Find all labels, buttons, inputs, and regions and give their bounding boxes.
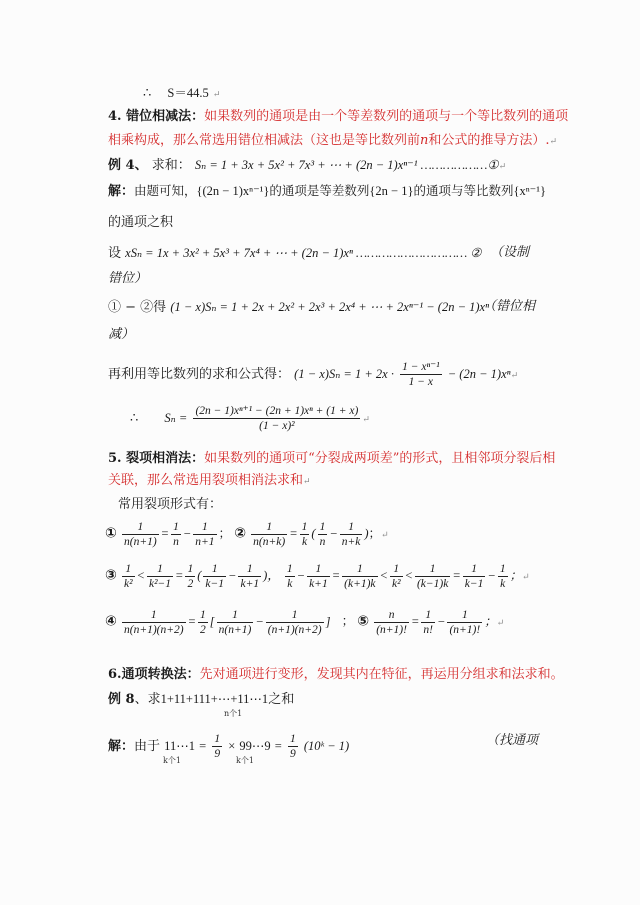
subtract-formula: (1 − x)Sₙ = 1 + 2x + 2x² + 2x³ + 2x⁴ + ⋯ + 2xⁿ⁻¹ − (2n − 1)xⁿ [170,300,490,314]
section-5-desc-line-2: 关联，那么常选用裂项相消法求和↵ [108,473,311,488]
set-text: 设 [108,246,122,261]
section-5-title: 5. 裂项相消法： [108,451,205,466]
result-line: ∴ Sₙ = $\frac{\text{(2n − 1)xⁿ⁺¹ − (2n + 1)xⁿ + (1 + x)}}{\text{(1 − x)²}}$ ↵ [130,405,370,432]
solution-8-a: 11⋯1 [164,739,195,753]
solution-4-text-2: 的通项之积 [108,215,174,230]
section-4-desc-n: n [420,133,429,148]
section-5-desc-1: 如果数列的通项可“分裂成两项差”的形式，且相邻项分裂后相 [204,451,556,466]
example-8-tail: 之和 [268,692,295,707]
solution-8-eq-1: = [199,739,207,753]
solution-8-times: × [228,739,236,753]
set-note-2: 错位） [108,271,148,286]
solution-4-label: 解： [108,184,135,199]
formula-5-mark: ⑤ [357,613,370,630]
example-4-label: 例 4、 [108,158,148,173]
section-6-title: 6.通项转换法： [108,667,200,682]
formula-row-3: ③ $\frac{1}{\text{k²}}$ < $\frac{1}{\text{k²−1}}$ = $\frac{1}{2}$ ( $\frac{1}{k-1}$ − $\frac{1}{k+1}$ )， $\frac{1}{k}$ − $\frac{1}{k+1}$ = $\frac{1}{(k+1)k}$ < $\frac{1}{\text{k²}}$ < $\frac{1}{(k-1)k}$ = $\frac{1}{k-1}$ − $\frac{1}{k}$ ；↵ [105,563,530,590]
again-lhs: (1 − x)Sₙ = 1 + 2x · [294,367,394,381]
formula-1-mark: ① [105,525,117,542]
solution-8-note: （找通项 [486,733,539,748]
solution-4-line-1 [108,182,546,201]
again-text: 再利用等比数列的求和公式得： [108,367,291,382]
set-note-1: （设制 [490,245,530,260]
again-line: 再利用等比数列的求和公式得： (1 − x)Sₙ = 1 + 2x · $\frac{\text{1 − xⁿ⁻¹}}{1 - x}$ − (2n − 1)xⁿ↵ [108,361,519,388]
therefore-symbol: ∴ [143,86,152,101]
solution-8-label: 解： [108,739,135,754]
set-formula: xSₙ = 1x + 3x² + 5x³ + 7x⁴ + ⋯ + (2n − 1)xⁿ ………………………… ② [125,246,482,260]
again-frac-den: 1 − x [400,374,442,389]
example-8-sub: n个1 [224,709,243,718]
example-8-text: 、求 [134,692,161,707]
example-8-line [108,690,294,709]
section-6-desc: 先对通项进行变形，发现其内在特征，再运用分组求和法求和。 [199,667,564,682]
formula-3-mark: ③ [105,567,117,584]
solution-8-eq-2: = [274,739,282,753]
solution-4-line-2 [108,214,173,232]
section-4-desc-tail: 和公式的推导方法）. [428,133,550,148]
solution-8-b: 99⋯9 [239,739,271,753]
result-s-value: S＝44.5 [167,86,209,100]
formula-row-1: ① $\frac{1}{n(n+1)}$ = $\frac{1}{n}$ − $\frac{1}{n+1}$ ； ② $\frac{1}{n(n+k)}$ = $\frac{1}{k}$ ( $\frac{1}{n}$ − $\frac{1}{n+k}$ )；↵ [105,521,389,548]
section-4-title: 4. 错位相减法： [108,109,205,124]
f2-k: $\frac{1}{k}$ [301,521,308,548]
solution-8-line: 解：由于 11⋯1 = $\frac{1}{9}$ × 99⋯9 = $\frac{1}{9}$ (10ᵏ − 1) [108,733,350,760]
section-4-heading [108,108,568,126]
section-4-desc-1: 如果数列的通项是由一个等差数列的通项与一个等比数列的通项 [204,109,569,124]
solution-8-text: 由于 [134,739,161,754]
again-tail: − (2n − 1)xⁿ [447,367,511,381]
formula-row-4: ④ $\frac{1}{n(n+1)(n+2)}$ = $\frac{1}{2}$ [ $\frac{1}{n(n+1)}$ − $\frac{1}{(n+1)(n+2)}$ ] ； ⑤ $\frac{n}{(n+1)!}$ = $\frac{1}{n!}$ − $\frac{1}{(n+1)!}$ ；↵ [105,609,505,636]
subtract-note-1: （错位相 [483,299,536,314]
f1-lhs: $\frac{1}{n(n+1)}$ [123,521,157,548]
solution-4-text-1: 由题可知，{(2n − 1)xⁿ⁻¹}的通项是等差数列{2n − 1}的通项与等比数列{xⁿ⁻¹} [134,184,547,198]
example-4-text: 求和： [151,158,191,173]
common-forms-label: 常用裂项形式有： [118,497,223,512]
f2-lhs: $\frac{1}{n(n+k)}$ [253,521,286,548]
example-4-formula: Sₙ = 1 + 3x + 5x² + 7x³ + ⋯ + (2n − 1)xⁿ⁻¹ ………………① [194,158,499,172]
result-line-s: ∴ S＝44.5 ↵ [143,86,221,101]
solution-8-tail: (10ᵏ − 1) [303,739,350,753]
section-5-desc-2: 关联，那么常选用裂项相消法求和 [108,473,304,488]
example-8-formula: 1+11+111+⋯+11⋯1 [160,692,269,706]
example-4-line: 例 4、 求和： Sₙ = 1 + 3x + 5x² + 7x³ + ⋯ + (2n − 1)xⁿ⁻¹ ………………①↵ [108,158,507,173]
result-therefore: ∴ [130,411,139,426]
again-frac-num: 1 − xⁿ⁻¹ [402,361,440,373]
f1-b: $\frac{1}{n+1}$ [195,521,215,548]
f2-b: $\frac{1}{n+k}$ [341,521,361,548]
result-frac-den: (1 − x)² [193,418,360,433]
section-5-heading [108,450,555,468]
section-6-heading [108,666,564,684]
f1-a: $\frac{1}{n}$ [173,521,179,548]
subtract-note-2: 减） [108,327,135,342]
result-lhs: Sₙ = [164,411,188,425]
formula-2-mark: ② [234,525,247,542]
section-4-desc-2: 相乘构成，那么常选用错位相减法（这也是等比数列前 [108,133,421,148]
solution-8-a-sub: k个1 [163,756,181,765]
result-fraction [193,404,360,433]
section-4-desc-line-2: 相乘构成，那么常选用错位相减法（这也是等比数列前n和公式的推导方法）.↵ [108,133,558,148]
formula-4-mark: ④ [105,613,117,630]
subtract-label: ① − ②得 [108,300,167,315]
result-frac-num: (2n − 1)xⁿ⁺¹ − (2n + 1)xⁿ + (1 + x) [195,405,359,417]
solution-8-b-sub: k个1 [236,756,254,765]
again-fraction [400,360,442,389]
example-8-label: 例 8 [108,692,135,707]
f2-a: $\frac{1}{n}$ [319,521,326,548]
subtract-line [108,298,489,317]
set-equation-line [108,244,482,263]
